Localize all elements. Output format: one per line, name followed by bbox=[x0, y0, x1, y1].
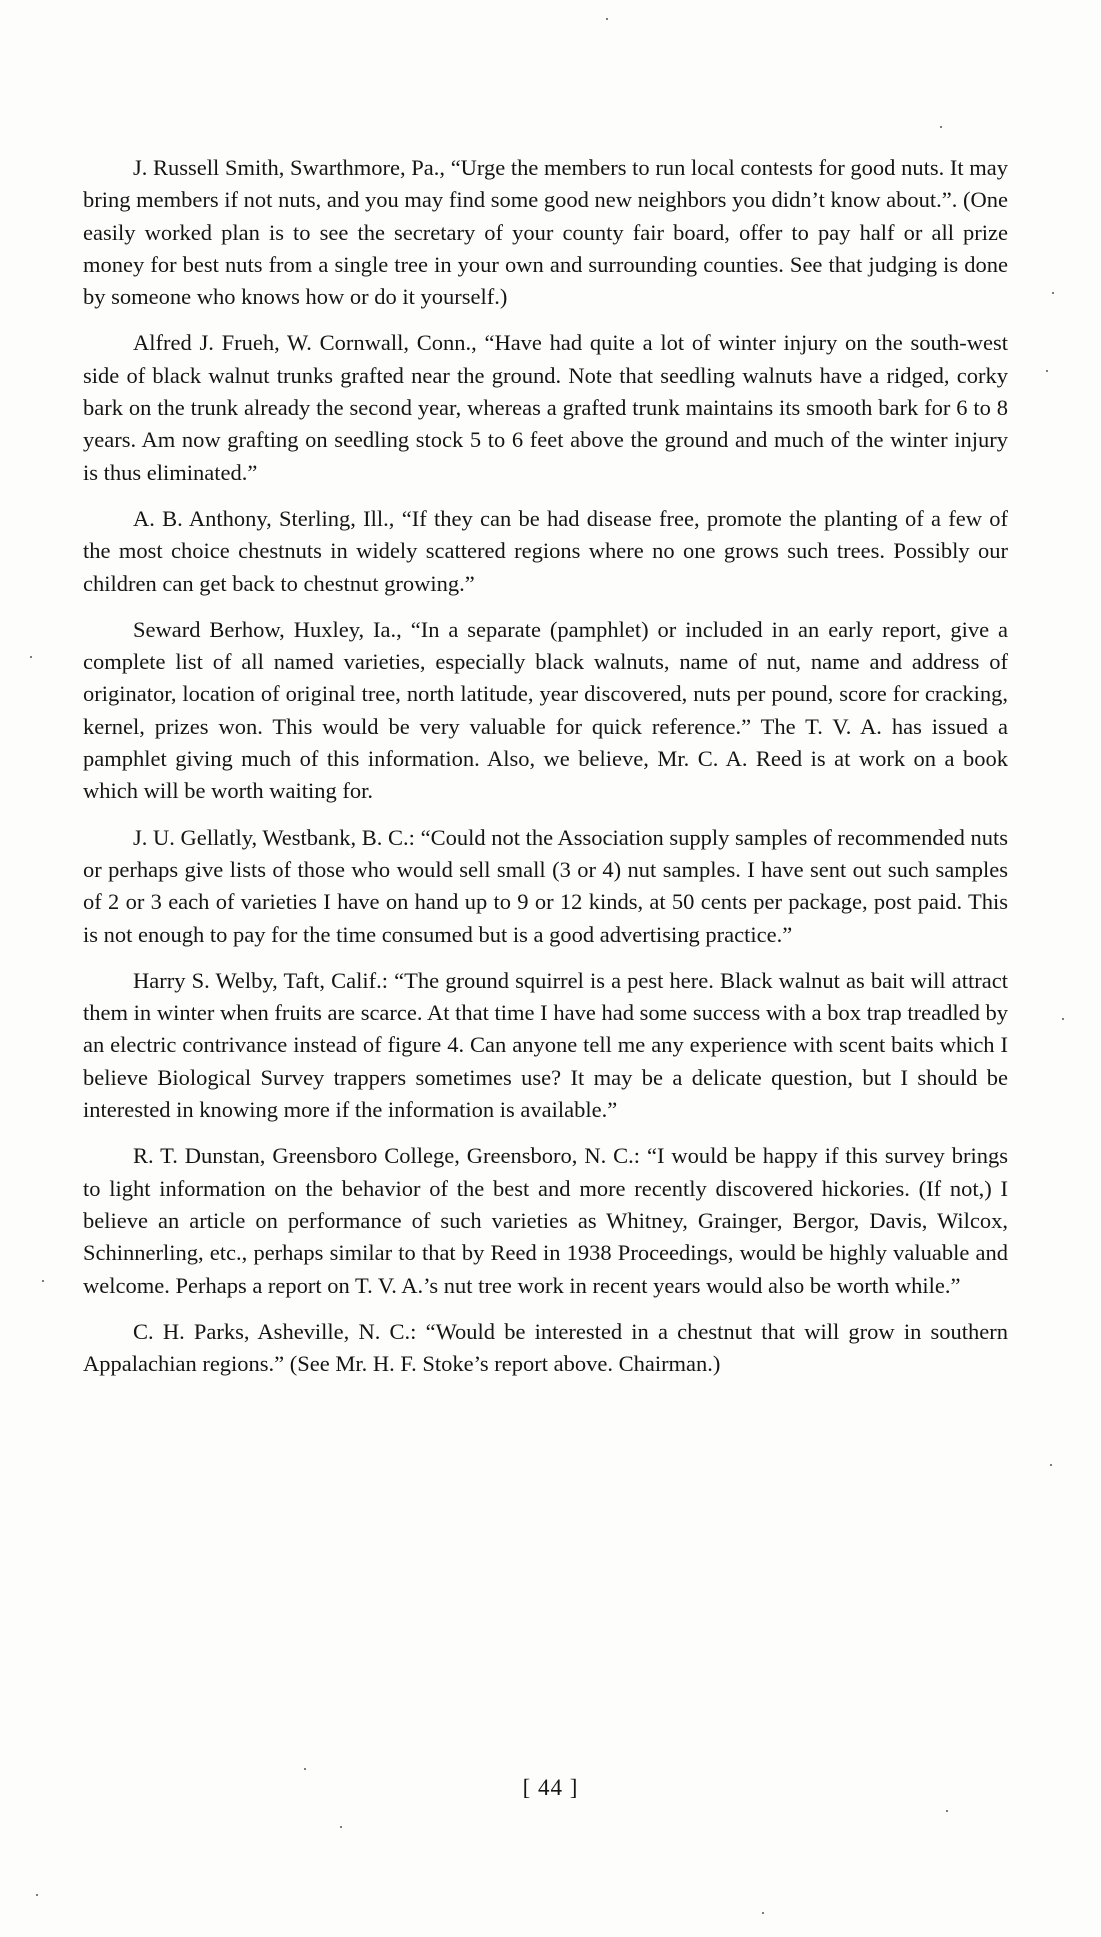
paragraph-text: “In a separate (pamphlet) or included in an early report, give a complete list of all named varieties, especially black walnuts, name of nut, name and address of originator, location of original tree, north latitude, year discovered, nuts per pound, score for cracking, kernel, prizes won. This would be very valuable for quick reference.” The T. V. A. has issued a pamphlet giving much of this information. Also, we believe, Mr. C. A. Reed is at work on a book which will be worth waiting for. bbox=[83, 616, 1009, 804]
paragraph-text: “If they can be had disease free, promote the planting of a few of the most choice chestnuts in widely scattered regions where no one grows such trees. Possibly our children can get back to chestnut growing.” bbox=[83, 505, 1009, 596]
paragraph-anthony bbox=[83, 503, 1008, 600]
scan-speck bbox=[606, 18, 608, 20]
author-name: J. Russell Smith, Swarthmore, Pa., bbox=[133, 155, 446, 180]
author-name: Harry S. Welby, Taft, Calif.: bbox=[133, 967, 389, 993]
paragraph-gellatly bbox=[83, 822, 1008, 951]
body-text bbox=[83, 152, 1008, 1394]
scan-speck bbox=[762, 1912, 764, 1914]
paragraph-frueh bbox=[83, 327, 1008, 488]
scan-speck bbox=[30, 656, 32, 658]
paragraph-text: “The ground squirrel is a pest here. Black walnut as bait will attract them in winter when fruits are scarce. At that time I have had some success with a box trap treadled by an electric contrivance instead of figure 4. Can anyone tell me any experience with scent baits which I believe Biological Survey trappers sometimes use? It may be a delicate question, but I should be interested in knowing more if the information is available.” bbox=[83, 967, 1009, 1123]
author-name: Seward Berhow, Huxley, Ia., bbox=[133, 616, 402, 642]
paragraph-text: “Have had quite a lot of winter injury on the south-west side of black walnut trunks grafted near the ground. Note that seedling walnuts have a ridged, corky bark on the trunk already the second year, whereas a grafted trunk maintains its smooth bark for 6 to 8 years. Am now grafting on seedling stock 5 to 6 feet above the ground and much of the winter injury is thus eliminated.” bbox=[83, 330, 1009, 485]
scan-speck bbox=[304, 1768, 306, 1770]
scan-speck bbox=[1046, 370, 1048, 372]
scan-speck bbox=[340, 1826, 342, 1828]
paragraph-dunstan bbox=[83, 1140, 1008, 1301]
scan-speck bbox=[1052, 292, 1054, 294]
author-name: Alfred J. Frueh, W. Cornwall, Conn., bbox=[133, 330, 477, 356]
author-name: A. B. Anthony, Sterling, Ill., bbox=[133, 505, 395, 531]
scan-speck bbox=[36, 1894, 38, 1896]
paragraph-text: “Could not the Association supply samples of recommended nuts or perhaps give lists of those who would sell small (3 or 4) nut samples. I have sent out such samples of 2 or 3 each of varieties I have on hand up to 9 or 12 kinds, at 50 cents per package, post paid. This is not enough to pay for the time consumed but is a good advertising practice.” bbox=[83, 824, 1009, 947]
paragraph-text: “Would be interested in a chestnut that will grow in southern Appalachian regions.” (See Mr. H. F. Stoke’s report above. Chairman.) bbox=[83, 1318, 1008, 1377]
scan-speck bbox=[946, 1810, 948, 1812]
paragraph-smith bbox=[83, 152, 1008, 313]
paragraph-berhow bbox=[83, 614, 1008, 808]
author-name: R. T. Dunstan, Greensboro College, Greensboro, N. C.: bbox=[133, 1143, 641, 1169]
paragraph-welby bbox=[83, 965, 1008, 1126]
scan-speck bbox=[1062, 1018, 1064, 1020]
scan-speck bbox=[940, 126, 942, 128]
scan-speck bbox=[42, 1280, 44, 1282]
paragraph-parks bbox=[83, 1316, 1008, 1381]
author-name: J. U. Gellatly, Westbank, B. C.: bbox=[133, 824, 415, 850]
paragraph-text: “I would be happy if this survey brings to light information on the behavior of the best and more recently discovered hickories. (If not,) I believe an article on performance of such varieties as Whitney, Grainger, Bergor, Davis, Wilcox, Schinnerling, etc., perhaps similar to that by Reed in 1938 Proceedings, would be highly valuable and welcome. Perhaps a report on T. V. A.’s nut tree work in recent years would also be worth while.” bbox=[83, 1143, 1008, 1298]
author-name: C. H. Parks, Asheville, N. C.: bbox=[133, 1318, 417, 1344]
paragraph-text: “Urge the members to run local contests for good nuts. It may bring members if not nuts, and you may find some good new neighbors you didn’t know about.”. (One easily worked plan is to see the secretary of your county fair board, offer to pay half or all prize money for best nuts from a single tree in your own and surrounding counties. See that judging is done by someone who knows how or do it yourself.) bbox=[83, 155, 1009, 310]
page-number: [ 44 ] bbox=[522, 1775, 579, 1800]
scan-speck bbox=[1050, 1464, 1052, 1466]
